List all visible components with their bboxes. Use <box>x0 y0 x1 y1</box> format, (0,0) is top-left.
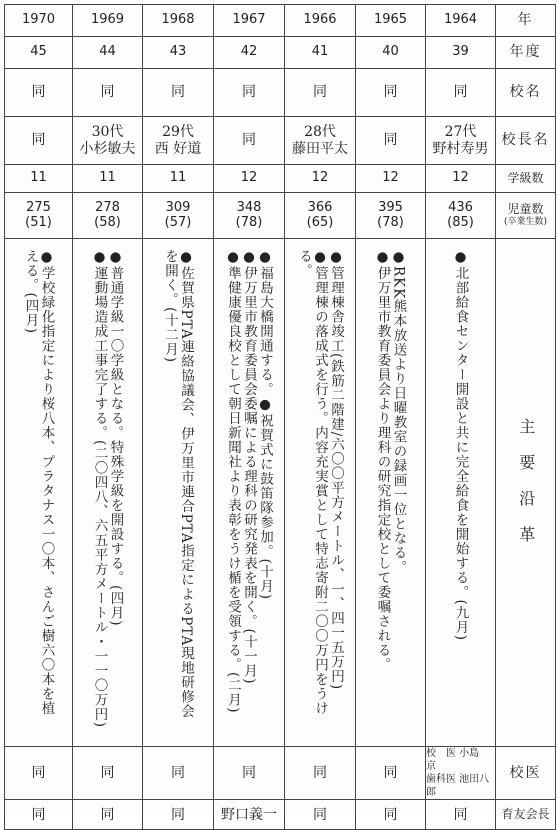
doctor-cell: 同 <box>356 747 426 800</box>
principal-generation: 28代 <box>304 124 336 141</box>
school-name-cell: 同 <box>426 69 496 117</box>
principal-cell <box>73 117 143 165</box>
principal-generation: 同 <box>383 132 398 149</box>
row-principal <box>5 117 556 165</box>
students-cell <box>426 193 496 239</box>
year-cell: 1964 <box>426 5 496 37</box>
principal-name: 野村寿男 <box>432 140 489 157</box>
header-students <box>496 193 556 239</box>
pta-cell: 同 <box>143 800 214 830</box>
pta-cell: 同 <box>356 800 426 830</box>
event-item: ●佐賀県PTA連絡協議会、伊万里市連合PTA指定によるPTA現地研修会を開く。(十二月) <box>162 249 194 719</box>
history-cell <box>285 239 356 747</box>
header-history-label: 主要沿革 <box>516 418 536 563</box>
header-students-sub: (卒業生数) <box>503 217 548 228</box>
row-school-name <box>5 69 556 117</box>
fiscal-cell: 43 <box>143 37 214 69</box>
pta-cell: 同 <box>426 800 496 830</box>
students-cell <box>143 193 214 239</box>
school-name-cell: 同 <box>73 69 143 117</box>
fiscal-cell: 40 <box>356 37 426 69</box>
history-text <box>92 249 124 729</box>
graduate-count: (58) <box>94 214 121 230</box>
header-students-label: 児童数 <box>507 202 544 217</box>
pta-cell: 同 <box>5 800 73 830</box>
school-name-cell: 同 <box>214 69 285 117</box>
classes-cell: 12 <box>356 165 426 193</box>
header-fiscal: 年度 <box>496 37 556 69</box>
doctor-cell: 同 <box>214 747 285 800</box>
graduate-count: (51) <box>25 214 52 230</box>
fiscal-cell: 42 <box>214 37 285 69</box>
event-item: ●RKK熊本放送より日曜教室の録画一位となる。 <box>390 249 407 575</box>
year-cell: 1965 <box>356 5 426 37</box>
classes-cell: 11 <box>143 165 214 193</box>
row-students <box>5 193 556 239</box>
history-cell <box>356 239 426 747</box>
event-item: ●管理棟の落成式を行う。内容充実賞として特志寄附二〇〇万円をうける。 <box>296 249 328 716</box>
principal-cell <box>426 117 496 165</box>
principal-name: 小杉敏夫 <box>79 140 136 157</box>
students-cell <box>356 193 426 239</box>
event-item: ●福島大橋開通する。●祝賀式に鼓笛隊参加。(十月) <box>257 249 273 601</box>
header-school-name: 校名 <box>496 69 556 117</box>
doctor-cell: 同 <box>5 747 73 800</box>
principal-cell <box>143 117 214 165</box>
doctor-cell: 同 <box>73 747 143 800</box>
student-count: 366 <box>307 199 333 215</box>
year-cell: 1967 <box>214 5 285 37</box>
classes-cell: 11 <box>73 165 143 193</box>
student-count: 278 <box>95 199 120 215</box>
doctor-cell <box>426 747 496 800</box>
school-history-table <box>4 4 556 830</box>
classes-cell: 12 <box>285 165 356 193</box>
event-item: ●準健康優良校として朝日新聞社より表彰をうけ楯を受領する。(二月) <box>225 249 241 714</box>
history-cell <box>426 239 496 747</box>
fiscal-cell: 41 <box>285 37 356 69</box>
year-cell: 1969 <box>73 5 143 37</box>
principal-cell <box>356 117 426 165</box>
school-name-cell: 同 <box>285 69 356 117</box>
principal-generation: 30代 <box>91 124 124 141</box>
classes-cell: 12 <box>214 165 285 193</box>
pta-cell: 同 <box>73 800 143 830</box>
header-pta: 育友会長 <box>496 800 556 830</box>
row-history <box>5 239 556 747</box>
principal-cell <box>5 117 73 165</box>
doctor-cell: 同 <box>285 747 356 800</box>
doctor-line: 歯科医 池田八郎 <box>426 774 490 798</box>
graduate-count: (78) <box>235 214 263 230</box>
row-doctor <box>5 747 556 800</box>
history-cell <box>73 239 143 747</box>
event-item: ●北部給食センター開設と共に完全給食を開始する。(九月) <box>452 249 469 642</box>
principal-generation: 同 <box>31 132 46 149</box>
history-text <box>453 249 469 729</box>
event-item: ●学校緑化指定により桜八本、プラタナス一〇本、さんご樹六〇本を植える。(四月) <box>22 249 55 716</box>
event-item: ●伊万里市教育委員会委嘱による理科の研究発表を開く。(十一月) <box>241 249 257 685</box>
doctor-details <box>426 747 495 799</box>
event-item: ●普通学級一〇学級となる。特殊学級を開設する。(四月) <box>107 249 124 627</box>
graduate-count: (57) <box>164 214 192 230</box>
principal-cell <box>285 117 356 165</box>
school-name-cell: 同 <box>143 69 214 117</box>
history-text <box>375 249 407 729</box>
event-item: ●運動場造成工事完了する。(二〇四八、六五平方メートル・一一〇万円) <box>91 249 108 729</box>
history-cell <box>214 239 285 747</box>
principal-generation: 同 <box>242 132 256 149</box>
doctor-line: 校 医 小島 京 <box>426 748 490 772</box>
event-item: ●伊万里市教育委員会より理科の研究指定校として委嘱される。 <box>374 249 391 672</box>
history-text <box>162 249 194 729</box>
students-cell <box>285 193 356 239</box>
student-count: 436 <box>448 199 473 215</box>
principal-generation: 27代 <box>444 124 477 141</box>
school-name-cell: 同 <box>5 69 73 117</box>
doctor-cell: 同 <box>143 747 214 800</box>
student-count: 309 <box>165 199 191 215</box>
event-item: ●管理棟舎竣工(鉄筋二階建/六〇〇平方メートル、一、四一五万円) <box>328 249 344 691</box>
row-fiscal <box>5 37 556 69</box>
history-cell <box>5 239 73 747</box>
students-cell <box>5 193 73 239</box>
principal-name: 西 好道 <box>154 140 202 157</box>
history-text <box>23 249 55 729</box>
principal-cell <box>214 117 285 165</box>
header-history <box>496 239 556 747</box>
classes-cell: 12 <box>426 165 496 193</box>
pta-cell: 野口義一 <box>214 800 285 830</box>
fiscal-cell: 44 <box>73 37 143 69</box>
student-count: 348 <box>236 199 262 215</box>
row-classes <box>5 165 556 193</box>
fiscal-cell: 45 <box>5 37 73 69</box>
year-cell: 1970 <box>5 5 73 37</box>
year-cell: 1968 <box>143 5 214 37</box>
student-count: 275 <box>26 199 51 215</box>
pta-cell: 同 <box>285 800 356 830</box>
history-cell <box>143 239 214 747</box>
students-cell <box>214 193 285 239</box>
fiscal-cell: 39 <box>426 37 496 69</box>
student-count: 395 <box>378 199 403 215</box>
year-cell: 1966 <box>285 5 356 37</box>
header-classes: 学級数 <box>496 165 556 193</box>
header-year: 年 <box>496 5 556 37</box>
school-name-cell: 同 <box>356 69 426 117</box>
graduate-count: (65) <box>306 214 334 230</box>
row-year <box>5 5 556 37</box>
row-pta <box>5 800 556 830</box>
principal-name: 藤田平太 <box>292 140 348 157</box>
classes-cell: 11 <box>5 165 73 193</box>
history-text <box>225 249 273 729</box>
header-principal: 校長名 <box>496 117 556 165</box>
students-cell <box>73 193 143 239</box>
history-text <box>296 249 344 729</box>
graduate-count: (78) <box>377 214 404 230</box>
principal-generation: 29代 <box>162 124 194 141</box>
header-doctor: 校医 <box>496 747 556 800</box>
graduate-count: (85) <box>447 214 474 230</box>
